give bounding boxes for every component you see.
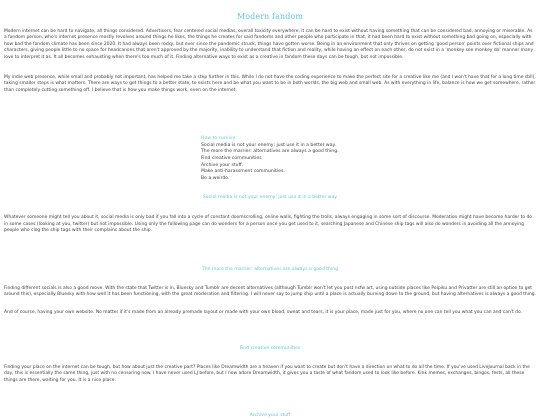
section-heading-social-media: Social media is not your enemy; just use it in a better way — [202, 195, 338, 201]
section-paragraph: Finding your place on the internet can be tough, but how about just the creative part? Places like Dreamwidth are a heaven if you want to create but don't have a direction on what to do all the time. If you've used LiveJournal back in the day, this is essentially the same thing, just with no censoring now. I have never used LJ before, but I now adore Dreamwidth, it gives you a taste of what fandom used to look like before. Kink memes, exchanges, bingos, fests, all these things are there, waiting for you. It is a nice place. — [4, 364, 530, 383]
toc-item-archive[interactable]: Archive your stuff. — [201, 162, 244, 168]
page-title: Modern fandom — [236, 12, 304, 21]
toc-item-weirdo[interactable]: Be a weirdo. — [201, 175, 230, 181]
intro-paragraph: Modern internet can be hard to navigate, all things considered. Advertisers, fear centered social medias, overall toxicity everywhere, it can be hard to exist without having something that can be considered bad, annoying or miserable. As a fandom person, who's internet presence mostly revolves around things he likes, the things he creates for said fandoms and other people who participate in that, it had been hard to exist without something bad going on, especially with how bad the fandom climate has been since 2020. It had always been rocky, but ever since the pandemic struck, things have gotten worse. Being in an environment that only thrives on getting 'good person' points over fictional ships and characters, giving people little to no space for headcanons that aren't approved by the majority, inability to understand that fiction and reality, while having an effect on each other, do not exist in a 'monkey see monkey do' manner many love to interpret it as. It all becomes exhausting when there's too much of it. Finding alternative ways to exist as a creative in fandom these days can be tough, but not impossible. — [4, 29, 534, 60]
section-heading-archive: Archive your stuff — [249, 413, 291, 419]
section-heading-creative-communities: Find creative communities — [239, 345, 301, 351]
section-paragraph: And of course, having your own website. No matter if it's made from an already premade layout or made with your own blood, sweat and tears, it is your place, made just for you, where no one can tell you what you can and can't do. — [4, 310, 522, 316]
toc-item-social-media[interactable]: Social media is not your enemy; just use it in a better way. — [201, 142, 337, 148]
toc-heading: How to survive: — [201, 136, 237, 142]
table-of-contents — [201, 136, 401, 182]
section-paragraph: Finding different socials is also a good move. With the state that Twitter is in, Bluesky and Tumblr are decent alternatives (although Tumblr won't let you post nsfw art, using outside places like Poipiku and Privatter are still an option to get around this), especially Bluesky with how well it has been functioning, with the great moderation and filtering. I will never say to jump ship until a place is actually burning down to the ground, but having alternatives is always a good thing. — [4, 285, 536, 298]
toc-item-anti-harassment[interactable]: Make anti-harassment communities. — [201, 169, 285, 175]
section-heading-alternatives: The more the marrier: alternatives are always a good thing — [201, 266, 339, 272]
toc-item-creative-communities[interactable]: Find creative communities — [201, 156, 262, 162]
toc-item-alternatives[interactable]: The more the marrier: alternatives are always a good thing. — [201, 149, 339, 155]
intro-paragraph: My indie web presence, while small and probably not important, has helped me take a step further in this. While I do not have the coding experience to make the perfect site for a creative like me (and I won't have that for a long time still), taking smaller steps is what matters. There are ways to get things to a better state, to exists here and be what you want to be in both worlds, the big web and small web. As with everything in life, balance is how we get somewhere, rather than completely cutting something off. I believe that is how you make things work, even on the internet. — [4, 75, 536, 93]
section-paragraph: Whatever someone might tell you about it, social media is only bad if you fall into a cycle of constant doomscrolling, online walls, fighting the trolls, always engaging in some sort of discourse. Moderation might have become harder to do in some cases (looking at you, twitter) but not impossible. Using only the following page can do wonders for a person once you get used to it, searching Japanese and Chinese ship tags will also do wonders in avoiding all the annoying people who clog the ship tags with their complains about the ship. — [4, 215, 533, 234]
